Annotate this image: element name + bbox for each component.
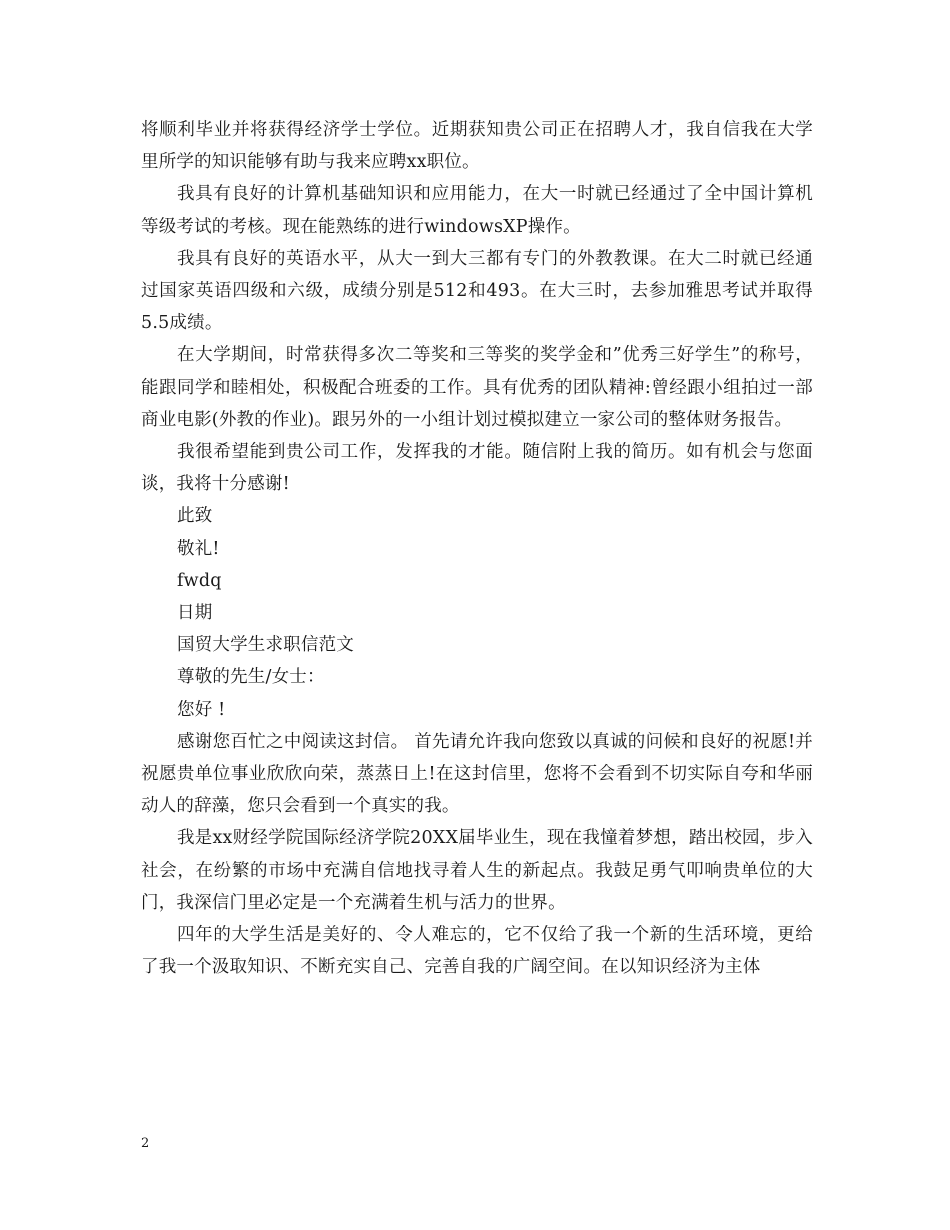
- page-number: 2: [141, 1136, 150, 1151]
- paragraph: 我具有良好的英语水平，从大一到大三都有专门的外教教课。在大二时就已经通过国家英语四级和六级，成绩分别是512和493。在大三时，去参加雅思考试并取得5.5成绩。: [141, 248, 813, 334]
- closing-line: 日期: [177, 603, 213, 624]
- paragraph: 四年的大学生活是美好的、令人难忘的，它不仅给了我一个新的生活环境，更给了我一个汲取知识、不断充实自己、完善自我的广阔空间。在以知识经济为主体: [141, 925, 813, 978]
- document-body: [141, 114, 813, 983]
- paragraph: 我很希望能到贵公司工作，发挥我的才能。随信附上我的简历。如有机会与您面谈，我将十分感谢!: [141, 442, 813, 495]
- document-title: 国贸大学生求职信范文: [177, 635, 354, 656]
- paragraph: 将顺利毕业并将获得经济学士学位。近期获知贵公司正在招聘人才，我自信我在大学里所学的知识能够有助与我来应聘xx职位。: [141, 120, 813, 173]
- salutation: 尊敬的先生/女士：: [177, 667, 325, 688]
- paragraph: 我是xx财经学院国际经济学院20XX届毕业生，现在我憧着梦想，踏出校园，步入社会，在纷繁的市场中充满自信地找寻着人生的新起点。我鼓足勇气叩响贵单位的大门，我深信门里必定是一个充满着生机与活力的世界。: [141, 828, 813, 913]
- paragraph: 我具有良好的计算机基础知识和应用能力，在大一时就已经通过了全中国计算机等级考试的考核。现在能熟练的进行windowsXP操作。: [141, 184, 813, 237]
- closing-line: 敬礼!: [177, 538, 220, 559]
- closing-line: fwdq: [177, 570, 222, 591]
- paragraph: 感谢您百忙之中阅读这封信。 首先请允许我向您致以真诚的问候和良好的祝愿!并祝愿贵单位事业欣欣向荣，蒸蒸日上!在这封信里，您将不会看到不切实际自夸和华丽动人的辞藻，您只会看到一个真实的我。: [141, 731, 813, 817]
- closing-line: 此致: [177, 506, 213, 527]
- paragraph: 在大学期间，时常获得多次二等奖和三等奖的奖学金和”优秀三好学生”的称号，能跟同学和睦相处，积极配合班委的工作。具有优秀的团队精神:曾经跟小组拍过一部商业电影(外教的作业)。跟另外的一小组计划过模拟建立一家公司的整体财务报告。: [141, 345, 813, 430]
- greeting: 您好 !: [177, 699, 226, 720]
